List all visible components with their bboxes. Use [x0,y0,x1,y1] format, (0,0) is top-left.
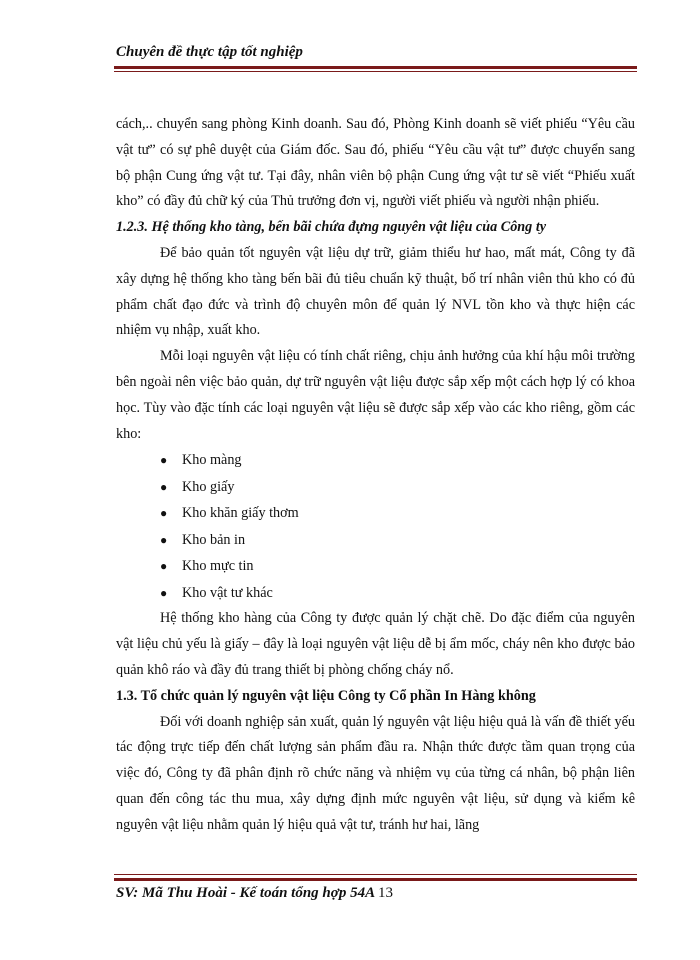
warehouse-list [116,447,635,606]
bullet-icon: ● [160,532,168,547]
section-heading-1-3: 1.3. Tổ chức quản lý nguyên vật liệu Công ty Cổ phần In Hàng không [116,687,536,704]
list-item: ● Kho màng [116,447,635,474]
bullet-icon: ● [160,585,168,600]
list-item: ● Kho mực tin [116,553,635,580]
footer-rule-thin [114,874,637,875]
bullet-icon: ● [160,559,168,574]
section-heading-1-2-3: 1.2.3. Hệ thống kho tàng, bến bãi chứa đựng nguyên vật liệu của Công ty [116,219,547,236]
footer-author: SV: Mã Thu Hoài - Kế toán tổng hợp 54A [116,885,375,901]
list-item: ● Kho bản in [116,527,635,554]
paragraph: Hệ thống kho hàng của Công ty được quản lý chặt chẽ. Do đặc điểm của nguyên vật liệu chủ yếu là giấy – đây là loại nguyên vật liệu dễ bị ẩm mốc, cháy nên kho được bảo quản khô ráo và đầy đủ trang thiết bị phòng chống cháy nổ. [116,610,635,678]
page-body [116,112,635,839]
header-rule-thin [114,71,637,72]
page-number: 13 [378,885,393,901]
list-item: ● Kho khăn giấy thơm [116,500,635,527]
paragraph-continuation: cách,.. chuyển sang phòng Kinh doanh. Sau đó, Phòng Kinh doanh sẽ viết phiếu “Yêu cầu vật tư” có sự phê duyệt của Giám đốc. Sau đó, phiếu “Yêu cầu vật tư” được chuyển sang bộ phận Cung ứng vật tư. Tại đây, nhân viên bộ phận Cung ứng vật tư sẽ viết “Phiếu xuất kho” có đầy đủ chữ ký của Thủ trưởng đơn vị, người viết phiếu và người nhận phiếu. [116,116,635,210]
running-header: Chuyên đề thực tập tốt nghiệp [116,44,303,60]
footer-rule-thick [114,878,637,881]
list-item: ● Kho vật tư khác [116,580,635,607]
bullet-icon: ● [160,453,168,468]
paragraph: Đối với doanh nghiệp sản xuất, quản lý nguyên vật liệu hiệu quả là vấn đề thiết yếu tác động trực tiếp đến chất lượng sản phẩm đầu ra. Nhận thức được tầm quan trọng của việc đó, Công ty đã phân định rõ chức năng và nhiệm vụ của từng cá nhân, bộ phận liên quan đến công tác thu mua, xây dựng định mức nguyên vật liệu, sử dụng và kiểm kê nguyên vật liệu nhằm quản lý hiệu quả vật tư, tránh hư hai, lãng [116,713,635,833]
list-item: ● Kho giấy [116,474,635,501]
bullet-icon: ● [160,506,168,521]
bullet-icon: ● [160,479,168,494]
header-rule-thick [114,66,637,69]
page-footer [116,885,393,902]
paragraph: Mỗi loại nguyên vật liệu có tính chất riêng, chịu ảnh hưởng của khí hậu môi trường bên ngoài nên việc bảo quản, dự trữ nguyên vật liệu được sắp xếp một cách hợp lý có khoa học. Tùy vào đặc tính các loại nguyên vật liệu sẽ được sắp xếp vào các kho riêng, gồm các kho: [116,348,635,442]
paragraph: Để bảo quản tốt nguyên vật liệu dự trữ, giảm thiểu hư hao, mất mát, Công ty đã xây dựng hệ thống kho tàng bến bãi đủ tiêu chuẩn kỹ thuật, bố trí nhân viên thủ kho có đủ phẩm chất đạo đức và trình độ chuyên môn để quản lý NVL tồn kho và thực hiện các nhiệm vụ nhập, xuất kho. [116,244,635,339]
